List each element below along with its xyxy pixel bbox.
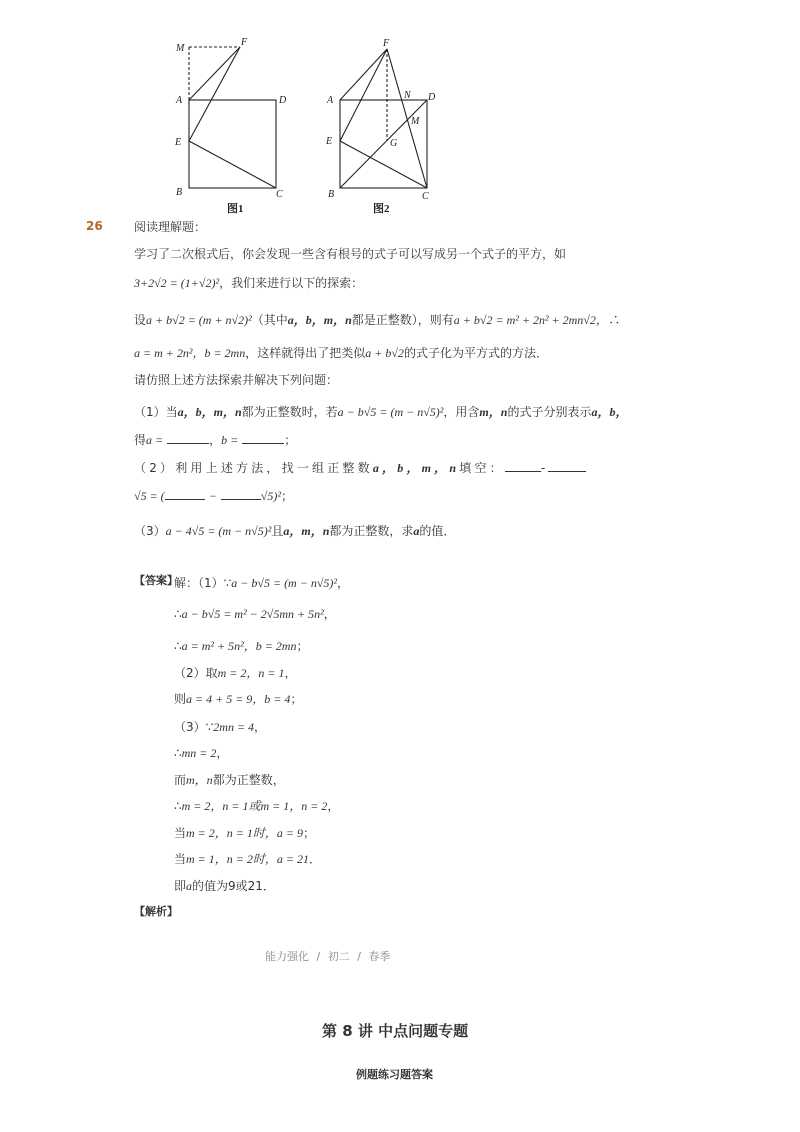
analysis-tag: 【解析】 [134,905,178,918]
segment-ec [189,141,276,188]
page-footer: 能力强化 / 初二 / 春季 [265,950,391,963]
answer-math: m = 2，n = 1 [217,666,285,680]
answer-prefix: （3）∵ [174,720,214,734]
answer-suffix: ， [216,746,229,760]
label-a: A [327,95,334,106]
answer-prefix: 则 [174,692,187,706]
math-result: a = m + 2n²，b = 2mn [134,346,246,360]
q1-de: 得 [134,433,147,447]
answer-suffix: 都为正整数， [212,773,285,787]
answer-suffix: ， [323,607,336,621]
q1-semicolon: ； [284,433,297,447]
answer-math: a − b√5 = m² − 2√5mn + 5n² [181,607,324,621]
answer-prefix: 当 [174,852,187,866]
label-n: N [404,90,411,101]
question-1 [134,403,627,421]
q1-text-c: 都为正整数时，若 [241,405,338,419]
answer-suffix: ； [302,826,315,840]
q1-comma: ， [209,433,222,447]
segment-fc [387,49,427,188]
intro-line-1: 学习了二次根式后，你会发现一些含有根号的式子可以写成另一个式子的平方，如 [134,247,567,261]
answer-suffix: ； [290,692,303,706]
intro-line-2 [134,274,363,292]
answer-suffix: ； [296,639,309,653]
q1-b-eq: b = [221,433,239,447]
q3-math: a − 4√5 = (m − n√5)² [165,524,272,538]
segment-ec [340,141,427,188]
answer-prefix: ∴ [174,799,182,813]
q3-text: 都为正整数，求 [329,524,414,538]
q3-and: 且 [271,524,284,538]
answer-suffix: ， [337,576,350,590]
label-c: C [422,191,429,202]
square-abcd [189,100,276,188]
q2-dash: - [540,461,549,475]
answer-suffix: ， [284,666,297,680]
answer-line [174,744,228,762]
section-subtitle: 例题练习题答案 [356,1068,433,1081]
answer-prefix: 解：（1）∵ [174,576,232,590]
answer-line [174,574,349,592]
intro-math: 3+2√2 = (1+√2)² [134,276,220,290]
q3-vars: a，m，n [283,524,330,538]
text-she: 设 [134,313,147,327]
line-5: 请仿照上述方法探索并解决下列问题： [134,373,339,387]
answer-suffix: ， [254,720,267,734]
answer-prefix: ∴ [174,607,182,621]
answer-prefix: 当 [174,826,187,840]
q1-vars-ab: a，b， [591,405,628,419]
label-c: C [276,189,283,200]
answer-line [174,797,339,815]
answer-blank-a[interactable] [167,431,209,444]
q3-end: 的值． [419,524,456,538]
geometry-figure-1 [170,34,290,219]
answer-math: m，n [186,773,213,787]
q1-vars-mn: m，n [479,405,508,419]
q1-text-a: （1）当 [134,405,178,419]
q3-var-a: a [413,524,420,538]
label-d: D [428,92,436,103]
label-b: B [176,187,183,198]
segment-fe [189,47,240,141]
answer-math: 2mn = 4 [213,720,255,734]
answer-line [174,690,302,708]
geometry-figure-2 [325,34,445,219]
math-expr: a + b√2 = (m + n√2)² [146,313,252,327]
answer-math: m = 2，n = 1或m = 1，n = 2 [181,799,328,813]
answer-math: a = m² + 5n²，b = 2mn [181,639,297,653]
answer-math: m = 2，n = 1时，a = 9 [186,826,303,840]
text-integers: 都是正整数），则有 [351,313,454,327]
problem-title: 阅读理解题： [134,220,207,234]
question-2 [134,459,586,477]
answer-line [174,824,315,842]
text-qizhong: （其中 [251,313,288,327]
line-4 [134,344,548,362]
label-f: F [383,38,390,49]
math-vars: a，b，m，n [287,313,352,327]
answer-line [174,771,285,789]
q1-a-eq: a = [146,433,164,447]
q2-end: ； [280,489,293,503]
section-title: 第 8 讲 中点问题专题 [322,1022,469,1040]
figure-2-caption: 图2 [373,203,390,215]
answer-prefix: ∴ [174,639,182,653]
q1-math: a − b√5 = (m − n√5)² [337,405,444,419]
answer-prefix: 而 [174,773,187,787]
answer-suffix: ， [327,799,340,813]
text-method-end: 的式子化为平方式的方法． [403,346,548,360]
label-g: G [390,138,398,149]
answer-line [174,718,266,736]
answer-prefix: （2）取 [174,666,218,680]
answer-line [174,877,275,895]
answer-math: a = 4 + 5 = 9，b = 4 [186,692,291,706]
segment-fe [340,49,387,141]
answer-blank-3[interactable] [165,487,205,500]
math-similar: a + b√2 [365,346,404,360]
q1-text-d: ，用含 [443,405,480,419]
text-method: ，这样就得出了把类似 [245,346,366,360]
figure-1-caption: 图1 [227,203,244,215]
answer-prefix: 即 [174,879,187,893]
answer-blank-1[interactable] [505,459,541,472]
label-d: D [279,95,287,106]
answer-blank-2[interactable] [548,459,586,472]
answer-line [174,637,308,655]
label-a: A [176,95,183,106]
q3-num: （3） [134,524,166,538]
answer-math: m = 1，n = 2时，a = 21 [186,852,309,866]
answer-line [174,664,297,682]
question-1-line-2 [134,431,296,449]
answer-blank-4[interactable] [221,487,261,500]
answer-line [174,850,321,868]
answer-prefix: ∴ [174,746,182,760]
question-2-line-2 [134,487,293,505]
q2-minus: − [208,489,217,503]
math-expansion: a + b√2 = m² + 2n² + 2mn√2，∴ [453,313,620,327]
q2-fill: 填空： [459,461,505,475]
answer-suffix: 的值为9或21． [192,879,275,893]
question-3 [134,522,455,540]
q2-vars: a，b，m，n [372,461,460,475]
q2-text: （2）利用上述方法，找一组正整数 [134,461,373,475]
segment-af [340,49,387,100]
label-f: F [241,37,248,48]
segment-af [189,47,240,100]
answer-suffix: ． [308,852,321,866]
answer-tag: 【答案】 [134,574,178,587]
q2-math-1: √5 = ( [134,489,165,503]
label-e: E [175,137,182,148]
intro-text: ，我们来进行以下的探索： [219,276,364,290]
answer-line [174,605,336,623]
question-number: 26 [86,219,103,233]
label-m: M [411,116,420,127]
answer-math: a [186,879,193,893]
answer-math: a − b√5 = (m − n√5)² [231,576,338,590]
label-m: M [176,43,185,54]
answer-blank-b[interactable] [242,431,284,444]
answer-math: mn = 2 [181,746,217,760]
line-3 [134,311,620,329]
q1-text-f: 的式子分别表示 [507,405,592,419]
q2-math-2: √5)² [260,489,281,503]
label-b: B [328,189,335,200]
label-e: E [326,136,333,147]
q1-vars: a，b，m，n [177,405,242,419]
